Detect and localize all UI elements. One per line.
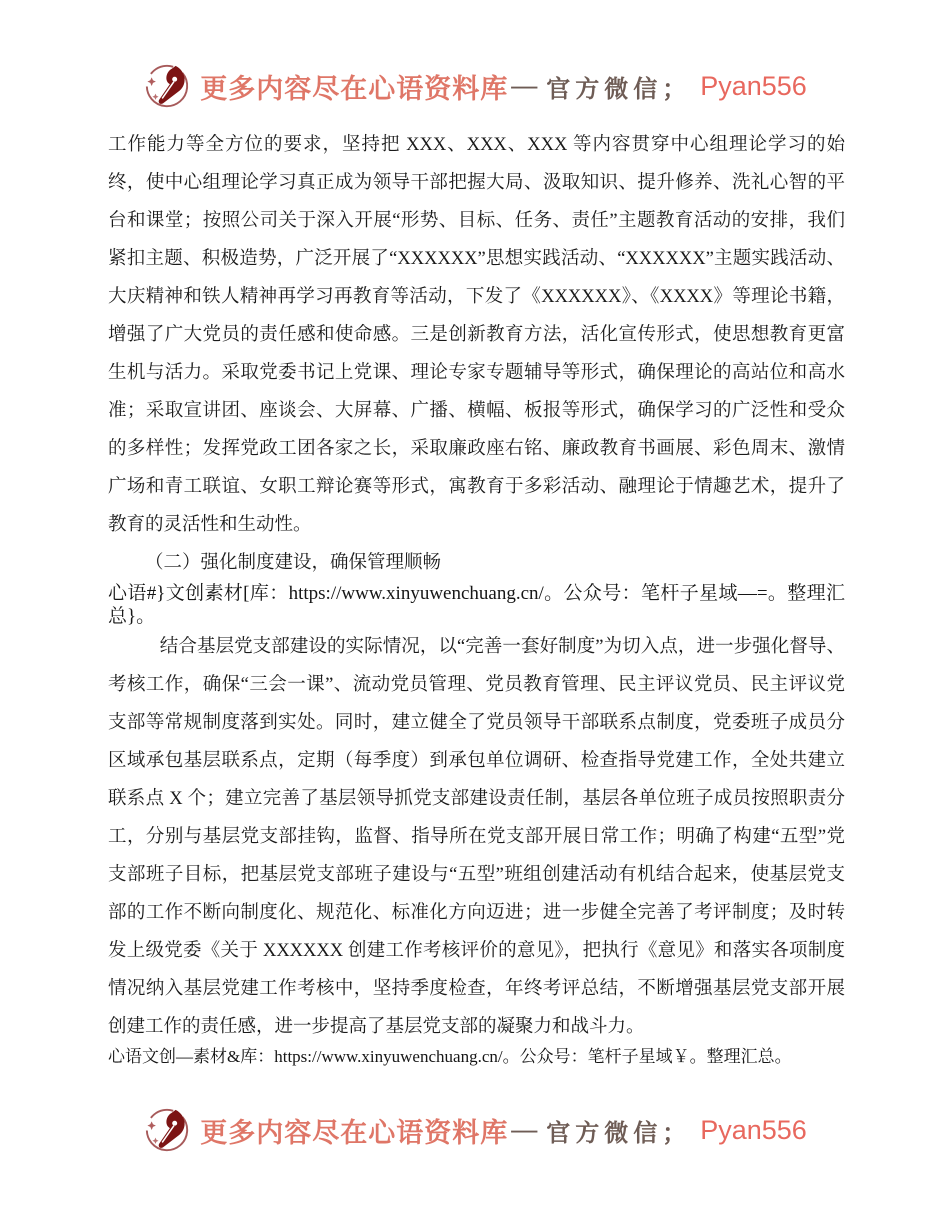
pen-emblem-icon bbox=[143, 1106, 191, 1154]
watermark-line-bottom: 心语文创—素材&库：https://www.xinyuwenchuang.cn/。公众号：笔杆子星域￥。整理汇总。 bbox=[108, 1047, 792, 1066]
banner-wechat-id: Pyan556 bbox=[700, 1114, 807, 1145]
banner-brand-text: 更多内容尽在心语资料库 bbox=[200, 73, 509, 104]
pen-emblem-icon bbox=[143, 62, 191, 110]
banner-dash: — bbox=[511, 71, 538, 100]
document-body bbox=[108, 126, 845, 1068]
section-heading: （二）强化制度建设，确保管理顺畅 bbox=[145, 553, 442, 573]
banner-channel-label: 官方微信； bbox=[546, 76, 692, 103]
banner-dash: — bbox=[511, 1115, 538, 1144]
banner-channel-label: 官方微信； bbox=[546, 1120, 692, 1147]
paragraph-body: 结合基层党支部建设的实际情况，以“完善一套好制度”为切入点，进一步强化督导、考核工作，确保“三会一课”、流动党员管理、党员教育管理、民主评议党员、民主评议党支部等常规制度落到实处。同时，建立健全了党员领导干部联系点制度，党委班子成员分区域承包基层联系点，定期（每季度）到承包单位调研、检查指导党建工作，全处共建立联系点 X 个；建立完善了基层领导抓党支部建设责任制，基层各单位班子成员按照职责分工，分别与基层党支部挂钩，监督、指导所在党支部开展日常工作；明确了构建“五型”党支部班子目标，把基层党支部班子建设与“五型”班组创建活动有机结合起来，使基层党支部的工作不断向制度化、规范化、标准化方向迈进；进一步健全完善了考评制度；及时转发上级党委《关于 XXXXXX 创建工作考核评价的意见》，把执行《意见》和落实各项制度情况纳入基层党建工作考核中，坚持季度检查，年终考评总结，不断增强基层党支部开展创建工作的责任感，进一步提高了基层党支部的凝聚力和战斗力。 bbox=[108, 637, 845, 1037]
promo-banner-top bbox=[0, 0, 950, 110]
banner-wechat-id: Pyan556 bbox=[700, 70, 807, 101]
promo-banner-bottom bbox=[0, 1106, 950, 1154]
banner-brand-text: 更多内容尽在心语资料库 bbox=[200, 1117, 509, 1148]
paragraph-continuation: 工作能力等全方位的要求，坚持把 XXX、XXX、XXX 等内容贯穿中心组理论学习的始终，使中心组理论学习真正成为领导干部把握大局、汲取知识、提升修养、洗礼心智的平台和课堂；按照公司关于深入开展“形势、目标、任务、责任”主题教育活动的安排，我们紧扣主题、积极造势，广泛开展了“XXXXXX”思想实践活动、“XXXXXX”主题实践活动、大庆精神和铁人精神再学习再教育等活动，下发了《XXXXXX》、《XXXX》等理论书籍，增强了广大党员的责任感和使命感。三是创新教育方法，活化宣传形式，使思想教育更富生机与活力。采取党委书记上党课、理论专家专题辅导等形式，确保理论的高站位和高水准；采取宣讲团、座谈会、大屏幕、广播、横幅、板报等形式，确保学习的广泛性和受众的多样性；发挥党政工团各家之长，采取廉政座右铭、廉政教育书画展、彩色周末、激情广场和青工联谊、女职工辩论赛等形式，寓教育于多彩活动、融理论于情趣艺术，提升了教育的灵活性和生动性。 bbox=[108, 135, 845, 535]
watermark-line-inline: 心语#}文创素材[库：https://www.xinyuwenchuang.cn/。公众号：笔杆子星域—=。整理汇总}。 bbox=[108, 583, 845, 627]
